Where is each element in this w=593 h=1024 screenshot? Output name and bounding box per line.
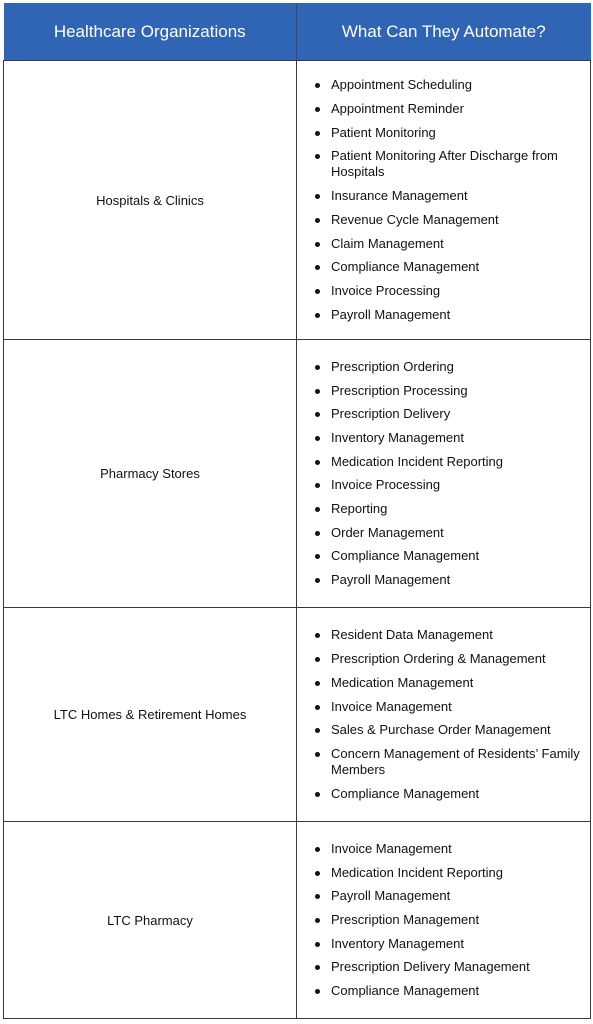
- table-row: [4, 608, 591, 822]
- list-item: Prescription Ordering & Management: [311, 651, 580, 667]
- list-item: Medication Incident Reporting: [311, 865, 580, 881]
- list-item: Claim Management: [311, 236, 580, 252]
- list-item: Payroll Management: [311, 307, 580, 323]
- list-item: Sales & Purchase Order Management: [311, 722, 580, 738]
- list-item: Resident Data Management: [311, 627, 580, 643]
- list-item: Appointment Scheduling: [311, 77, 580, 93]
- table-row: [4, 822, 591, 1019]
- list-item: Prescription Management: [311, 912, 580, 928]
- list-item: Inventory Management: [311, 936, 580, 952]
- list-item: Invoice Processing: [311, 283, 580, 299]
- organization-cell: LTC Pharmacy: [4, 822, 297, 1019]
- list-item: Revenue Cycle Management: [311, 212, 580, 228]
- list-item: Order Management: [311, 525, 580, 541]
- automation-cell: [297, 822, 591, 1019]
- automation-cell: [297, 340, 591, 608]
- list-item: Payroll Management: [311, 888, 580, 904]
- automation-list: [311, 77, 580, 322]
- automation-list: [311, 841, 580, 999]
- list-item: Insurance Management: [311, 188, 580, 204]
- organization-cell: Hospitals & Clinics: [4, 61, 297, 340]
- automation-cell: [297, 608, 591, 822]
- list-item: Medication Management: [311, 675, 580, 691]
- automation-list: [311, 627, 580, 801]
- list-item: Compliance Management: [311, 259, 580, 275]
- list-item: Patient Monitoring After Discharge from Hospitals: [311, 148, 580, 180]
- list-item: Invoice Management: [311, 841, 580, 857]
- list-item: Appointment Reminder: [311, 101, 580, 117]
- list-item: Invoice Processing: [311, 477, 580, 493]
- list-item: Prescription Processing: [311, 383, 580, 399]
- table-row: [4, 340, 591, 608]
- list-item: Reporting: [311, 501, 580, 517]
- automation-list: [311, 359, 580, 588]
- table-row: [4, 61, 591, 340]
- automation-cell: [297, 61, 591, 340]
- automation-table-container: [3, 3, 590, 1019]
- automation-table: [3, 3, 591, 1019]
- header-row: [4, 3, 591, 61]
- list-item: Prescription Delivery: [311, 406, 580, 422]
- organization-cell: LTC Homes & Retirement Homes: [4, 608, 297, 822]
- list-item: Invoice Management: [311, 699, 580, 715]
- list-item: Medication Incident Reporting: [311, 454, 580, 470]
- list-item: Concern Management of Residents’ Family Members: [311, 746, 580, 778]
- list-item: Prescription Ordering: [311, 359, 580, 375]
- organization-cell: Pharmacy Stores: [4, 340, 297, 608]
- list-item: Patient Monitoring: [311, 125, 580, 141]
- header-organizations: Healthcare Organizations: [4, 3, 297, 61]
- list-item: Compliance Management: [311, 983, 580, 999]
- list-item: Compliance Management: [311, 786, 580, 802]
- list-item: Compliance Management: [311, 548, 580, 564]
- list-item: Inventory Management: [311, 430, 580, 446]
- header-automate: What Can They Automate?: [297, 3, 591, 61]
- list-item: Payroll Management: [311, 572, 580, 588]
- list-item: Prescription Delivery Management: [311, 959, 580, 975]
